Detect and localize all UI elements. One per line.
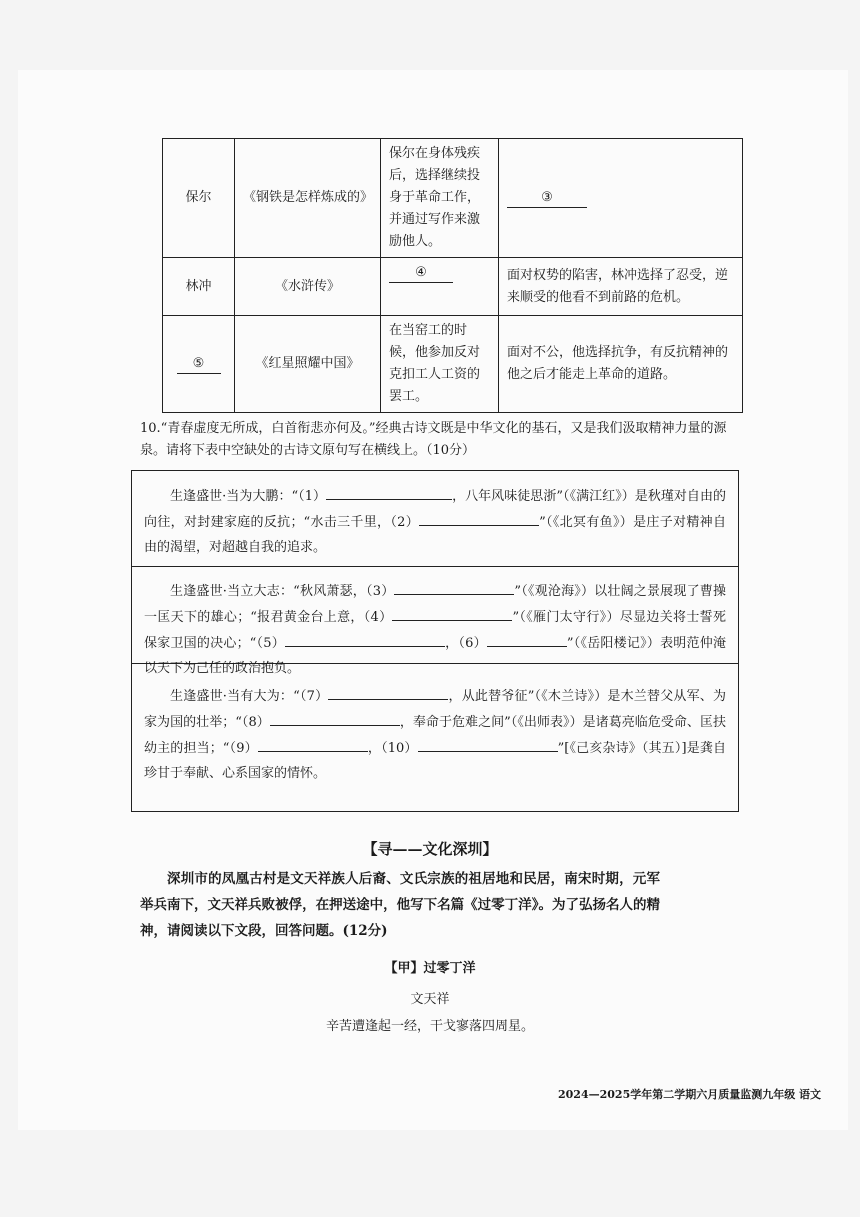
answer-line-9[interactable] [258,735,368,752]
answer-blank-3[interactable]: ③ [507,189,587,208]
analysis-cell [499,139,743,258]
box-text: ”（《观沧海》）以壮阔之景展现了曹操一匡天下的雄心；“报君黄金台上意，（4） [144,584,726,625]
answer-line-8[interactable] [270,709,400,726]
poetry-box-dazhi [131,566,739,676]
event-description: 在当窑工的时候，他参加反对克扣工人工资的罢工。 [381,316,499,413]
name-cell [163,316,235,413]
box-text: ”[《己亥杂诗》（其五）]是龚自珍甘于奉献、心系国家的情怀。 [144,741,727,781]
box-text: ，（6） [444,636,487,651]
poem-line: 辛苦遭逢起一经，干戈寥落四周星。 [325,1019,534,1034]
answer-blank-4[interactable]: ④ [389,264,453,283]
answer-line-4[interactable] [392,604,512,621]
box-text: ，奉命于危难之间”（《出师表》）是诸葛亮临危受命、匡扶幼主的担当；“（9） [144,715,726,756]
box-text: 生逢盛世·当为大鹏：“（1） [170,489,327,504]
answer-line-3[interactable] [394,578,514,595]
box-text: 生逢盛世·当立大志：“秋风萧瑟，（3） [170,584,395,599]
section-title: 【寻——文化深圳】 [362,840,498,858]
box-text: ”（《岳阳楼记》）表明范仲淹以天下为己任的政治抱负。 [144,636,726,676]
box-text: ，从此替爷征”（《木兰诗》）是木兰替父从军、为家为国的壮举；“（8） [144,689,726,730]
event-cell [381,258,499,316]
poetry-box-dapeng [131,470,739,567]
page-footer: 2024—2025学年第二学期六月质量监测九年级 语文 [558,1088,822,1101]
answer-line-5[interactable] [285,630,445,647]
answer-line-7[interactable] [328,683,448,700]
analysis-description: 面对权势的陷害，林冲选择了忍受，逆来顺受的他看不到前路的危机。 [499,258,743,316]
box-text: ”（《北冥有鱼》）是庄子对精神自由的渴望，对超越自我的追求。 [144,515,726,555]
box-text: ，八年风味徒思浙”（《满江红》）是秋瑾对自由的向往，对封建家庭的反抗；“水击三千里，（2） [144,489,726,530]
box-text: 生逢盛世·当有大为：“（7） [170,689,329,704]
poem-author: 文天祥 [410,992,450,1007]
book-title: 《红星照耀中国》 [235,316,381,413]
question-10-prompt: 10.“青春虚度无所成，白首衔悲亦何及。”经典古诗文既是中华文化的基石，又是我们汲取精神力量的源泉。请将下表中空缺处的古诗文原句写在横线上。（10分） [140,421,727,458]
character-table [162,138,743,413]
book-title: 《水浒传》 [235,258,381,316]
answer-blank-5[interactable]: ⑤ [177,355,221,374]
section-intro: 深圳市的凤凰古村是文天祥族人后裔、文氏宗族的祖居地和民居，南宋时期，元军举兵南下，文天祥兵败被俘，在押送途中，他写下名篇《过零丁洋》。为了弘扬名人的精神，请阅读以下文段，回答问题。(12分) [140,871,660,939]
answer-line-6[interactable] [487,630,567,647]
box-text: ，（10） [367,741,418,756]
table-row [163,258,743,316]
analysis-description: 面对不公，他选择抗争，有反抗精神的他之后才能走上革命的道路。 [499,316,743,413]
box-text: ”（《雁门太守行》）尽显边关将士誓死保家卫国的决心；“（5） [144,610,726,651]
character-name: 林冲 [163,258,235,316]
answer-line-2[interactable] [419,509,539,526]
table-row [163,139,743,258]
poem-title: 【甲】过零丁洋 [384,961,476,976]
book-title: 《钢铁是怎样炼成的》 [235,139,381,258]
answer-line-10[interactable] [418,735,558,752]
poetry-box-dawei [131,663,739,812]
character-name: 保尔 [163,139,235,258]
event-description: 保尔在身体残疾后，选择继续投身于革命工作，并通过写作来激励他人。 [381,139,499,258]
table-row [163,316,743,413]
answer-line-1[interactable] [326,483,452,500]
